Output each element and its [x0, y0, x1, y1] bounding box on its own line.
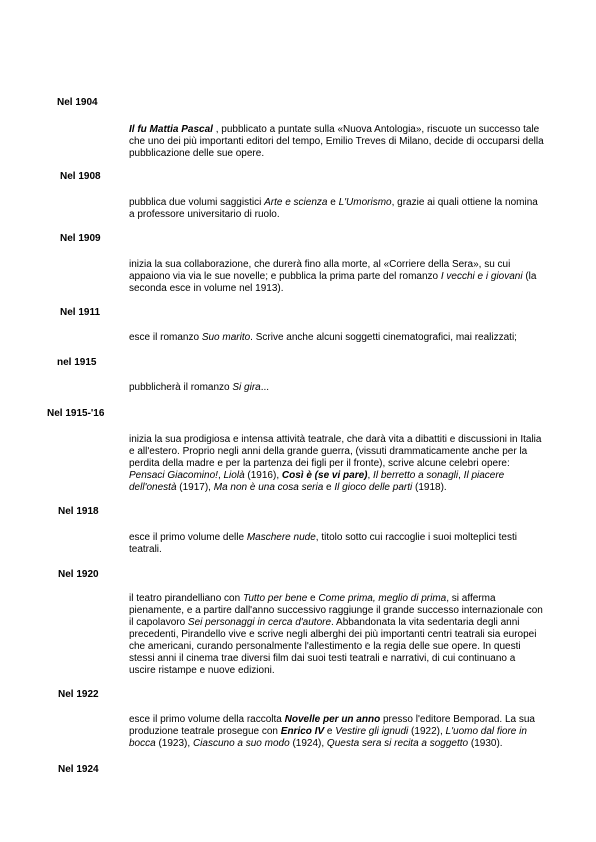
text-run: (1923),	[155, 738, 193, 749]
emphasized-title: Questa sera si recita a soggetto	[326, 738, 469, 749]
text-run: e	[327, 197, 339, 208]
text-run: (1916),	[244, 470, 282, 481]
emphasized-title: Così è (se vi pare)	[281, 470, 368, 481]
entry-paragraph	[129, 593, 544, 677]
entry-paragraph	[129, 259, 544, 295]
text-run: pubblicherà il romanzo	[129, 382, 233, 393]
entry-paragraph	[129, 332, 544, 344]
text-run: inizia la sua prodigiosa e intensa attività teatrale, che darà vita a dibattiti e discussioni in Italia e all'estero. Proprio negli anni della grande guerra, (vissuti drammaticamente anche per la perdita della madre e per la partenza dei figli per il fronte), scrive alcune celebri opere:	[129, 434, 542, 469]
emphasized-title: Ciascuno a suo modo	[192, 738, 290, 749]
text-run: , si afferma pienamente, e a partire dall'anno successivo raggiunge il grande successo internazionale con il capolavoro	[129, 593, 543, 628]
emphasized-title: Liolà	[223, 470, 245, 481]
text-run: , pubblicato a puntate sulla «Nuova Antologia», riscuote un successo tale che uno dei più importanti editori del tempo, Emilio Treves di Milano, decide di occuparsi della pubblicazione delle sue opere.	[129, 124, 544, 159]
text-run: inizia la sua collaborazione, che durerà fino alla morte, al «Corriere della Sera», su cui appaiono via via le sue novelle; e pubblica la prima parte del romanzo	[129, 259, 511, 282]
emphasized-title: L'Umorismo	[338, 197, 392, 208]
emphasized-title: Come prima, meglio di prima	[318, 593, 447, 604]
emphasized-title: Il berretto a sonagli	[373, 470, 459, 481]
entry-paragraph	[129, 124, 544, 160]
emphasized-title: Vestire gli ignudi	[335, 726, 409, 737]
entry-paragraph	[129, 434, 544, 494]
text-run: esce il primo volume della raccolta	[129, 714, 285, 725]
emphasized-title: Sei personaggi in cerca d'autore	[187, 617, 332, 628]
entry-paragraph	[129, 532, 544, 556]
emphasized-title: Il piacere dell'onestà	[129, 470, 505, 493]
year-label: Nel 1908	[60, 171, 101, 182]
entry-paragraph	[129, 382, 544, 394]
text-run: (la seconda esce in volume nel 1913).	[129, 271, 537, 294]
text-run: esce il primo volume delle	[129, 532, 247, 543]
text-run: e	[307, 593, 319, 604]
emphasized-title: Il fu Mattia Pascal	[129, 124, 213, 135]
text-run: (1917),	[176, 482, 214, 493]
year-label: Nel 1920	[58, 569, 99, 580]
text-run: (1922),	[408, 726, 446, 737]
emphasized-title: Arte e scienza	[264, 197, 328, 208]
text-run: il teatro pirandelliano con	[129, 593, 243, 604]
emphasized-title: Tutto per bene	[242, 593, 308, 604]
emphasized-title: Suo marito	[201, 332, 251, 343]
year-label: Nel 1911	[60, 307, 101, 318]
text-run: ,	[217, 470, 224, 481]
year-label: Nel 1918	[58, 506, 99, 517]
year-label: nel 1915	[57, 357, 97, 368]
text-run: . Scrive anche alcuni soggetti cinematografici, mai realizzati;	[250, 332, 517, 343]
emphasized-title: Si gira	[232, 382, 261, 393]
year-label: Nel 1922	[58, 689, 99, 700]
text-run: , grazie ai quali ottiene la nomina a professore universitario di ruolo.	[129, 197, 538, 220]
text-run: (1930).	[468, 738, 503, 749]
emphasized-title: Maschere nude	[246, 532, 316, 543]
text-run: ,	[458, 470, 464, 481]
emphasized-title: I vecchi e i giovani	[440, 271, 523, 282]
year-label: Nel 1904	[57, 97, 98, 108]
year-label: Nel 1915-'16	[47, 408, 105, 419]
text-run: ...	[260, 382, 270, 393]
year-label: Nel 1924	[58, 764, 99, 775]
text-run: (1918).	[412, 482, 447, 493]
emphasized-title: Enrico IV	[280, 726, 325, 737]
text-run: presso l'editore Bemporad. La sua produzione teatrale prosegue con	[129, 714, 535, 737]
text-run: (1924),	[289, 738, 327, 749]
emphasized-title: L'uomo dal fiore in bocca	[129, 726, 527, 749]
emphasized-title: Novelle per un anno	[284, 714, 381, 725]
emphasized-title: Il gioco delle parti	[334, 482, 413, 493]
text-run: e	[323, 482, 335, 493]
text-run: pubblica due volumi saggistici	[129, 197, 265, 208]
text-run: . Abbandonata la vita sedentaria degli anni precedenti, Pirandello vive e scrive negli alberghi dei più importanti centri teatrali sia europei che americani, curando personalmente l'allestimento e la regia delle sue opere. In questi stessi anni il cinema trae diversi film dai suoi testi teatrali e narrativi, di cui continuano a uscire ristampe e nuove edizioni.	[129, 617, 537, 676]
entry-paragraph	[129, 197, 544, 221]
year-label: Nel 1909	[60, 233, 101, 244]
text-run: , titolo sotto cui raccoglie i suoi molteplici testi teatrali.	[129, 532, 517, 555]
emphasized-title: Ma non è una cosa seria	[213, 482, 324, 493]
text-run: e	[324, 726, 336, 737]
text-run: ,	[367, 470, 374, 481]
entry-paragraph	[129, 714, 544, 750]
text-run: esce il romanzo	[129, 332, 202, 343]
emphasized-title: Pensaci Giacomino!	[129, 470, 218, 481]
